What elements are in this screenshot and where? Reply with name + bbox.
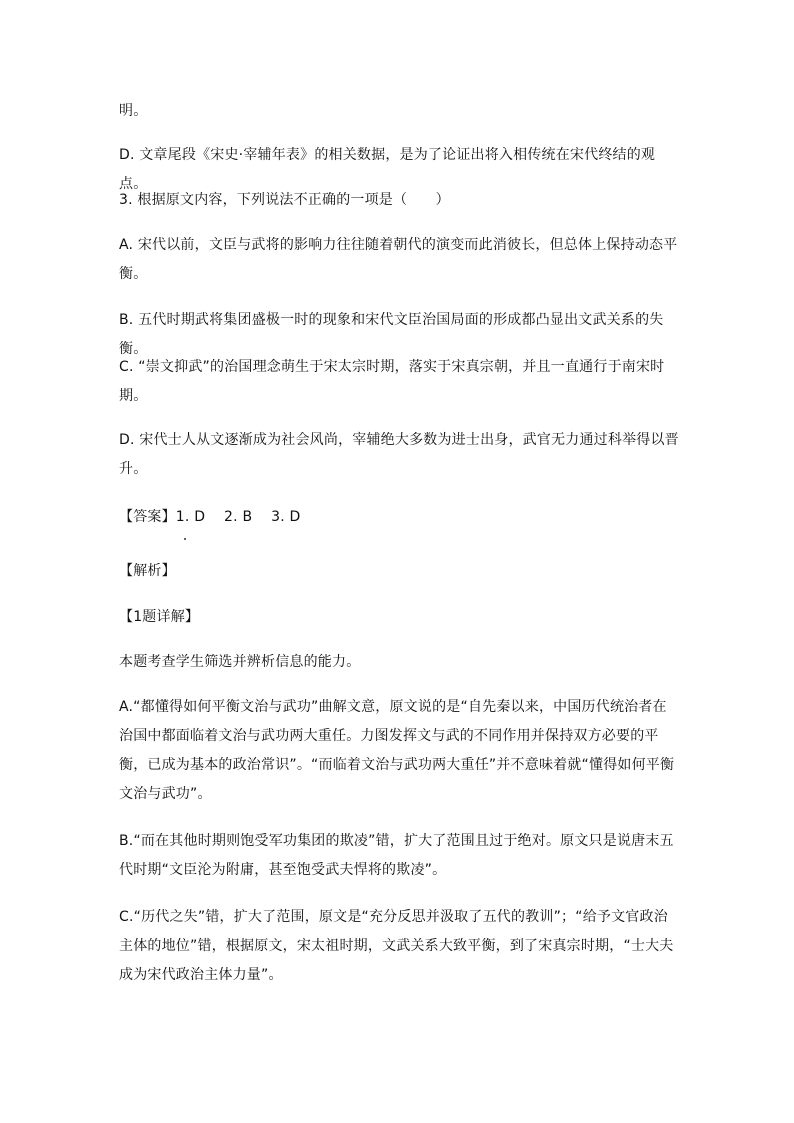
decorative-dot xyxy=(184,538,186,540)
answer-line: 【答案】1. D 2. B 3. D xyxy=(119,509,301,525)
analysis-a: A.“都懂得如何平衡文治与武功”曲解文意，原文说的是“自先秦以来，中国历代统治者在治国中都面临着文治与武功两大重任。力图发挥文与武的不同作用并保持双方必要的平衡，已成为基本的政治常识”。“而临着文治与武功两大重任”并不意味着就“懂得如何平衡文治与武功”。 xyxy=(119,699,675,802)
option-c-q3: C. “崇文抑武”的治国理念萌生于宋太宗时期，落实于宋真宗朝，并且一直通行于南宋时期。 xyxy=(119,359,665,404)
analysis-b: B.“而在其他时期则饱受军功集团的欺凌”错，扩大了范围且过于绝对。原文只是说唐末五代时期“文臣沦为附庸，甚至饱受武夫悍将的欺凌”。 xyxy=(119,833,674,878)
analysis-heading: 【解析】 xyxy=(119,563,176,579)
text-line-ming: 明。 xyxy=(119,103,148,119)
option-b-q3: B. 五代时期武将集团盛极一时的现象和宋代文臣治国局面的形成都凸显出文武关系的失衡。 xyxy=(119,312,664,357)
option-d-q2: D. 文章尾段《宋史·宰辅年表》的相关数据，是为了论证出将入相传统在宋代终结的观点。 xyxy=(119,147,656,192)
option-d-q3: D. 宋代士人从文逐渐成为社会风尚，宰辅绝大多数为进士出身，武官无力通过科举得以晋升。 xyxy=(119,432,679,477)
q1-detail-heading: 【1题详解】 xyxy=(119,609,200,625)
analysis-c: C.“历代之失”错，扩大了范围，原文是“充分反思并汲取了五代的教训”；“给予文官政治主体的地位”错，根据原文，宋太祖时期，文武关系大致平衡，到了宋真宗时期，“士大夫成为宋代政治主体力量”。 xyxy=(119,909,674,983)
question-3: 3. 根据原文内容，下列说法不正确的一项是（ ） xyxy=(119,192,450,208)
option-a-q3: A. 宋代以前，文臣与武将的影响力往往随着朝代的演变而此消彼长，但总体上保持动态平衡。 xyxy=(119,237,678,282)
analysis-intro: 本题考查学生筛选并辨析信息的能力。 xyxy=(119,654,361,670)
